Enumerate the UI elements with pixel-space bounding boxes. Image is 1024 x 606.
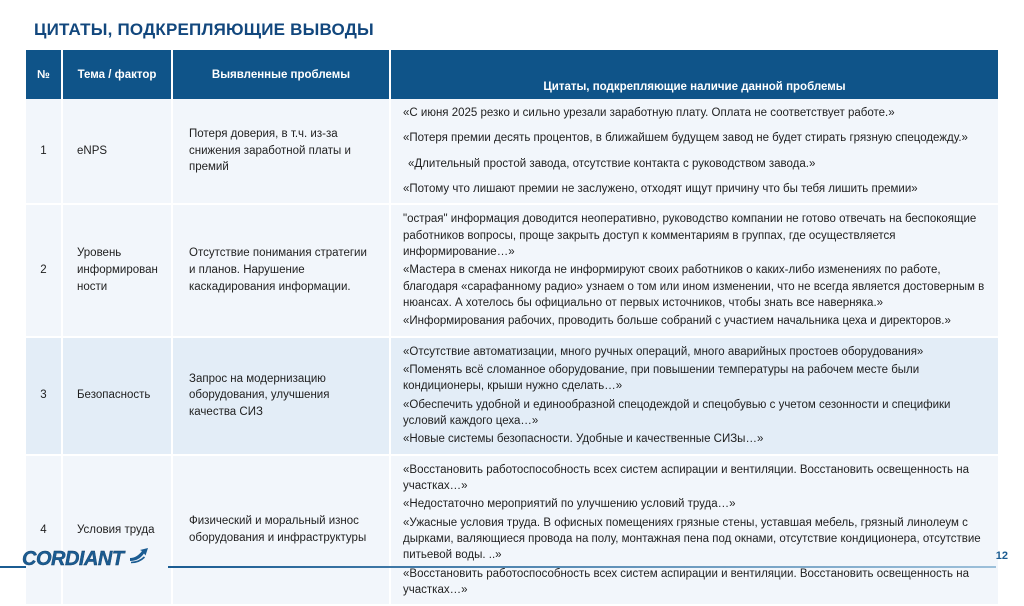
- table-header-row: [26, 50, 998, 99]
- quote-line: «Обеспечить удобной и единообразной спецодеждой и спецобувью с учетом сезонности и специфики условий каждого цеха…»: [403, 398, 951, 427]
- quote-line: "острая" информация доводится неоперативно, руководство компании не готово отвечать на беспокоящие работников вопросы, проще закрыть доступ к комментариям в группах, где осуществляется информирование…»: [403, 213, 977, 258]
- row-number: 1: [26, 99, 62, 204]
- quote-line: «Ужасные условия труда. В офисных помещениях грязные стены, уставшая мебель, грязный линолеум с дырками, валяющиеся провода на полу, монтажная пена под окнами, отсутствие кондиционера, отсутствие питьевой воды. ..»: [403, 516, 981, 562]
- quote-line: «Потеря премии десять процентов, в ближайшем будущем завод не будет стирать грязную спецодежду.»: [403, 132, 968, 145]
- page-number: 12: [995, 550, 1008, 562]
- column-header-number: №: [26, 50, 62, 99]
- quote-line: «Восстановить работоспособность всех систем аспирации и вентиляции. Восстановить освещенность на участках…»: [403, 463, 969, 492]
- table-header: [26, 50, 998, 99]
- column-header-theme: Тема / фактор: [62, 50, 172, 99]
- table-row: [26, 99, 998, 204]
- row-quotes: [390, 99, 998, 204]
- quote-line: «Новые системы безопасности. Удобные и качественные СИЗы…»: [403, 433, 764, 446]
- quotes-table-container: [26, 50, 998, 606]
- quote-line: «Восстановить работоспособность всех систем аспирации и вентиляции. Восстановить освещенность на участках…»: [403, 567, 969, 596]
- row-problem: Запрос на модернизацию оборудования, улучшения качества СИЗ: [172, 337, 390, 455]
- row-number: 4: [26, 455, 62, 606]
- row-quotes: [390, 204, 998, 336]
- row-problem: Потеря доверия, в т.ч. из-за снижения заработной платы и премий: [172, 99, 390, 204]
- row-problem: Физический и моральный износ оборудования и инфраструктуры: [172, 455, 390, 606]
- quote-line: «Отсутствие автоматизации, много ручных операций, много аварийных простоев оборудования»: [403, 345, 924, 358]
- column-header-problems: Выявленные проблемы: [172, 50, 390, 99]
- quote-line: «Потому что лишают премии не заслужено, отходят ищут причину что бы тебя лишить премии»: [403, 182, 918, 195]
- table-row: [26, 337, 998, 455]
- row-problem: Отсутствие понимания стратегии и планов. Нарушение каскадирования информации.: [172, 204, 390, 336]
- row-number: 3: [26, 337, 62, 455]
- cordiant-logo: [22, 549, 150, 569]
- table-body: [26, 99, 998, 605]
- table-row: [26, 455, 998, 606]
- row-theme: Безопасность: [62, 337, 172, 455]
- table-row: [26, 204, 998, 336]
- column-header-quotes: Цитаты, подкрепляющие наличие данной проблемы: [390, 50, 998, 99]
- quote-line: «Информирования рабочих, проводить больше собраний с участием начальника цеха и директоров.»: [403, 315, 951, 328]
- row-theme: eNPS: [62, 99, 172, 204]
- quote-line: «Поменять всё сломанное оборудование, при повышении температуры на рабочем месте были кондиционеры, крыши нужно сделать…»: [403, 363, 920, 393]
- page-title: ЦИТАТЫ, ПОДКРЕПЛЯЮЩИЕ ВЫВОДЫ: [34, 20, 374, 39]
- logo-wordmark: CORDIANT: [22, 548, 124, 570]
- quote-line: «Недостаточно мероприятий по улучшению условий труда…»: [403, 498, 736, 511]
- footer-divider-right: [168, 566, 996, 568]
- row-theme: Уровень информирован ности: [62, 204, 172, 336]
- row-quotes: [390, 455, 998, 606]
- quote-line: «Мастера в сменах никогда не информируют своих работников о каких-либо изменениях по работе, благодаря «сарафанному радио» узнаем о том или ином изменении, что не всегда является достоверным в нюансах. А хотелось бы официально от первых источников, чтобы знать все наверняка.»: [403, 264, 985, 309]
- quotes-table: [26, 50, 998, 606]
- cordiant-mark-icon: [128, 546, 150, 569]
- row-theme: Условия труда: [62, 455, 172, 606]
- row-number: 2: [26, 204, 62, 336]
- quote-line: «С июня 2025 резко и сильно урезали заработную плату. Оплата не соответствует работе.»: [403, 107, 895, 119]
- quote-line: «Длительный простой завода, отсутствие контакта с руководством завода.»: [408, 157, 816, 170]
- row-quotes: [390, 337, 998, 455]
